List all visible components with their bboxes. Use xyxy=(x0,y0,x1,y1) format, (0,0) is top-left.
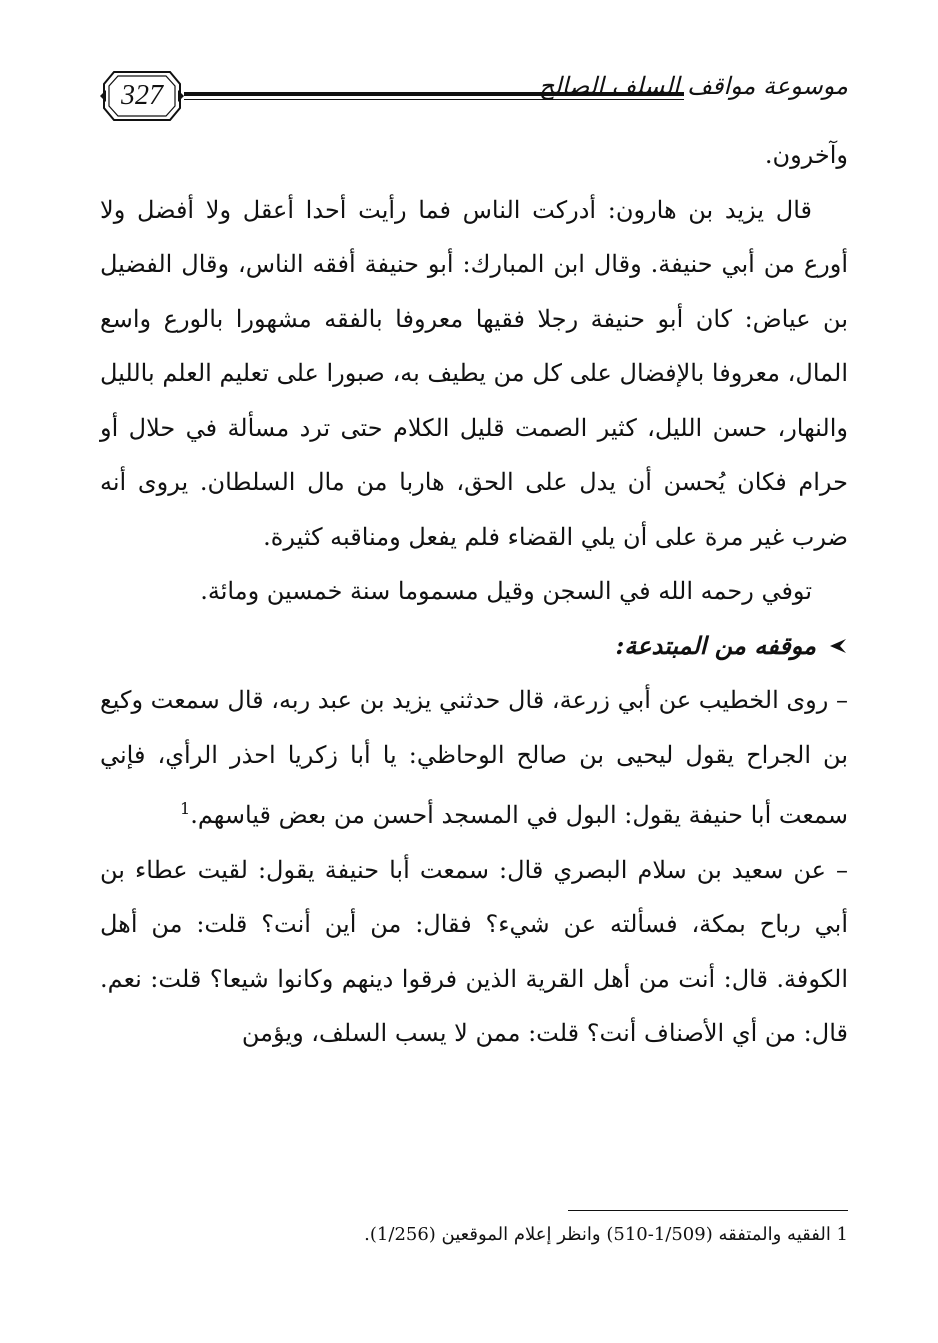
footnote-separator xyxy=(568,1210,848,1211)
paragraph-1: وآخرون. xyxy=(764,141,848,169)
page-body xyxy=(100,128,848,1061)
page-number-badge xyxy=(100,68,184,124)
footnote: 1 الفقيه والمتفقه (1/509-510) وانظر إعلام الموقعين (1/256). xyxy=(364,1224,848,1245)
section-heading xyxy=(100,619,848,674)
footnote-marker: 1 xyxy=(180,799,191,818)
paragraph-4-text: – روى الخطيب عن أبي زرعة، قال حدثني يزيد بن عبد ربه، قال سمعت وكيع بن الجراح يقول ليحيى بن صالح الوحاظي: يا أبا زكريا احذر الرأي، فإني سمعت أبا حنيفة يقول: البول في المسجد أحسن من بعض قياسهم. xyxy=(100,686,848,829)
section-heading-text: موقفه من المبتدعة: xyxy=(615,630,816,660)
paragraph-5: – عن سعيد بن سلام البصري قال: سمعت أبا حنيفة يقول: لقيت عطاء بن أبي رباح بمكة، فسألته عن شيء؟ فقال: من أين أنت؟ قلت: من أهل الكوفة. قال: أنت من أهل القرية الذين فرقوا دينهم وكانوا شيعا؟ قلت: نعم. قال: من أي الأصناف أنت؟ قلت: ممن لا يسب السلف، ويؤمن xyxy=(100,855,848,1047)
paragraph-3: توفي رحمه الله في السجن وقيل مسموما سنة خمسين ومائة. xyxy=(200,577,812,605)
paragraph-2: قال يزيد بن هارون: أدركت الناس فما رأيت أحدا أعقل ولا أفضل ولا أورع من أبي حنيفة. وقال ابن المبارك: أبو حنيفة أفقه الناس، وقال الفضيل بن عياض: كان أبو حنيفة رجلا فقيها معروفا بالفقه مشهورا بالورع واسع المال، معروفا بالإفضال على كل من يطيف به، صبورا على تعليم العلم بالليل والنهار، حسن الليل، كثير الصمت قليل الكلام حتى ترد مسألة في حلال أو حرام فكان يُحسن أن يدل على الحق، هاربا من مال السلطان. يروى أنه ضرب غير مرة على أن يلي القضاء فلم يفعل ومناقبه كثيرة. xyxy=(100,195,849,551)
arrowhead-bullet-icon xyxy=(826,635,848,657)
paragraph-4 xyxy=(100,673,848,843)
page-header xyxy=(100,66,848,132)
series-title: موسوعة مواقف السلف الصالح xyxy=(538,72,848,100)
page-number: 327 xyxy=(121,80,163,111)
